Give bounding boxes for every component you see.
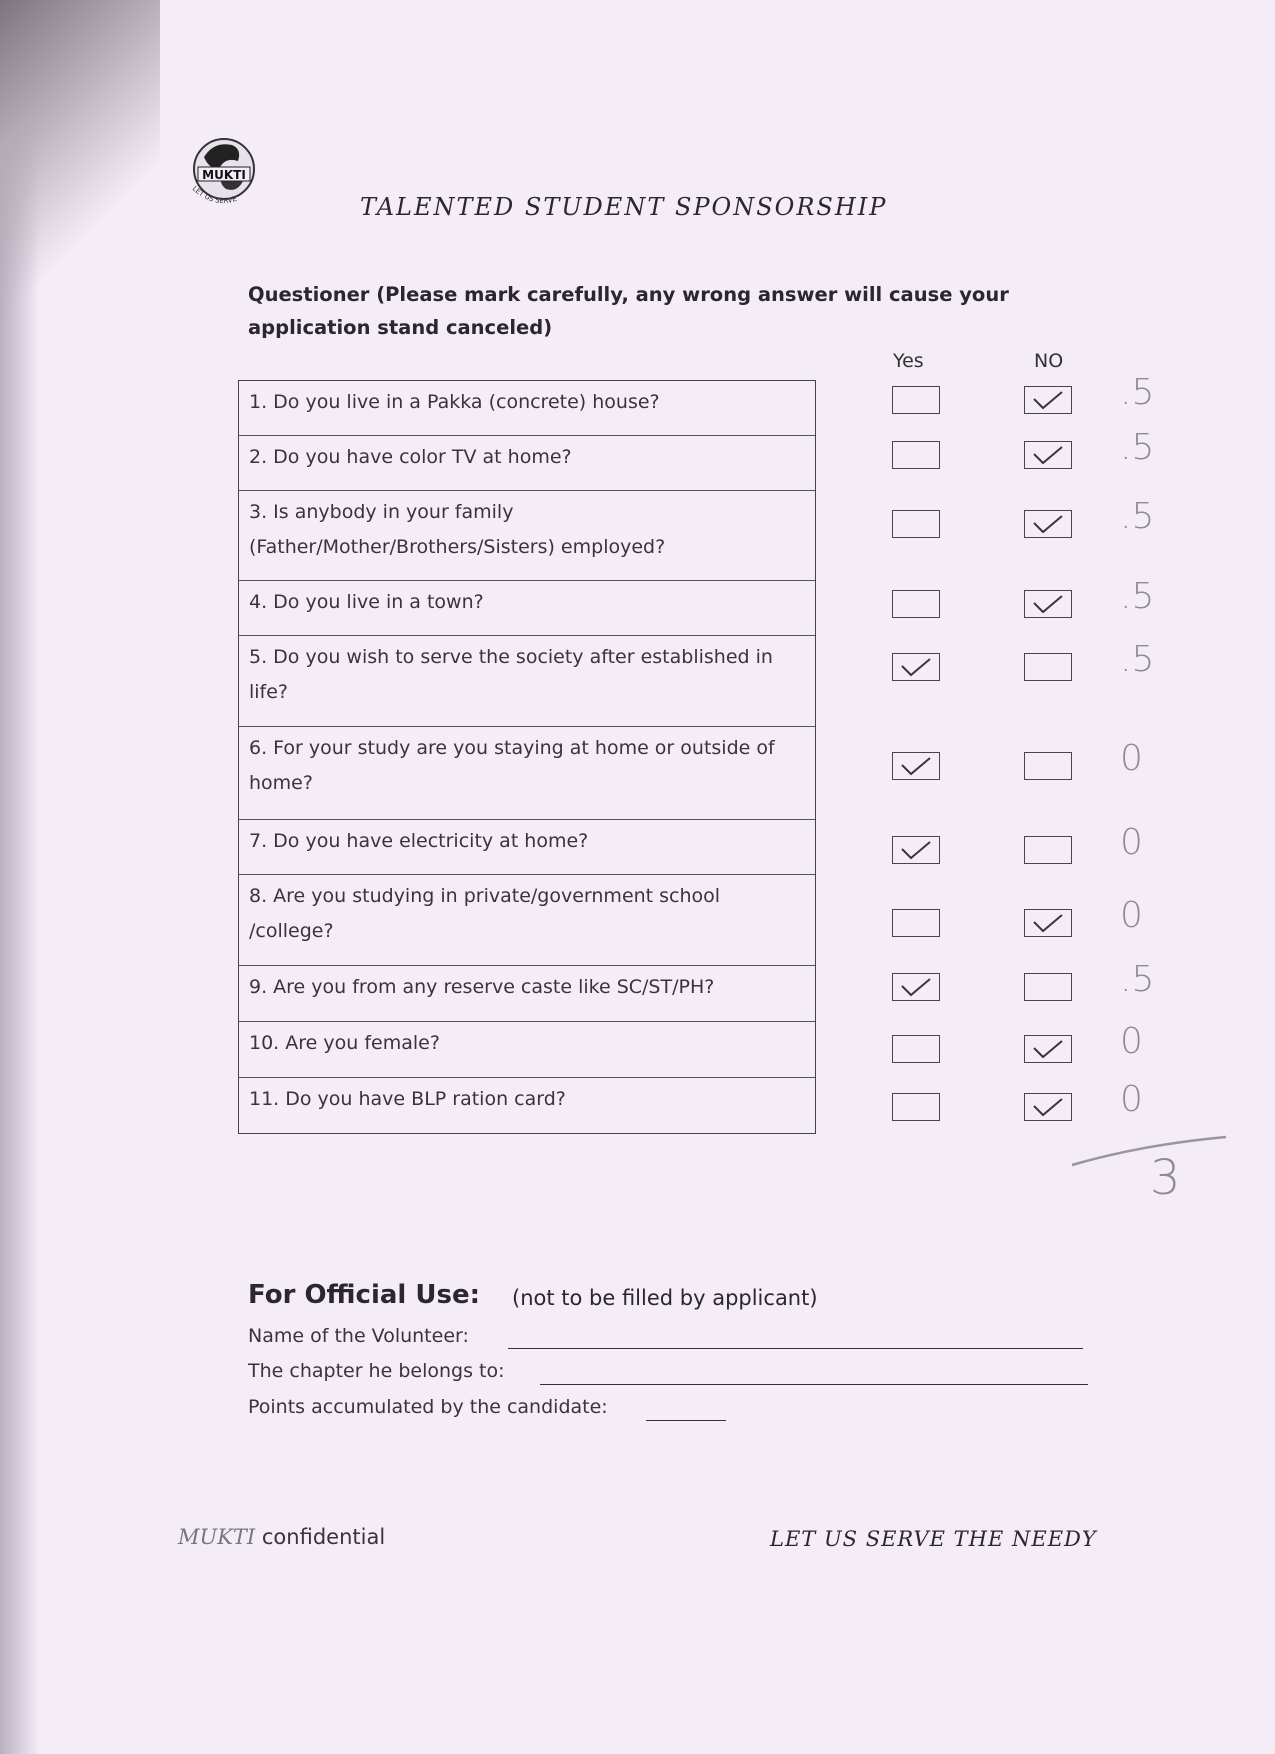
no-checkbox[interactable]: [1024, 836, 1072, 864]
yes-checkbox[interactable]: [892, 510, 940, 538]
logo-text: MUKTI: [202, 168, 246, 182]
yes-checkbox[interactable]: [892, 386, 940, 414]
volunteer-label: Name of the Volunteer:: [248, 1325, 469, 1347]
yes-checkbox[interactable]: [892, 752, 940, 780]
no-checkbox[interactable]: [1024, 590, 1072, 618]
checkmark-icon: [899, 839, 933, 861]
question-score: .5: [1120, 372, 1155, 413]
question-score: .5: [1120, 639, 1155, 680]
checkmark-icon: [1031, 912, 1065, 934]
yes-checkbox[interactable]: [892, 973, 940, 1001]
checkmark-icon: [899, 976, 933, 998]
yes-column-header: Yes: [893, 350, 924, 372]
no-checkbox[interactable]: [1024, 1093, 1072, 1121]
yes-checkbox[interactable]: [892, 1035, 940, 1063]
yes-checkbox[interactable]: [892, 590, 940, 618]
mukti-logo: [182, 127, 272, 217]
no-checkbox[interactable]: [1024, 909, 1072, 937]
checkmark-icon: [1031, 389, 1065, 411]
question-row: 1. Do you live in a Pakka (concrete) house?: [249, 391, 660, 413]
no-checkbox[interactable]: [1024, 973, 1072, 1001]
no-checkbox[interactable]: [1024, 752, 1072, 780]
question-row: 7. Do you have electricity at home?: [239, 819, 815, 874]
no-checkbox[interactable]: [1024, 510, 1072, 538]
question-score: 0: [1120, 1021, 1143, 1062]
checkmark-icon: [1031, 1096, 1065, 1118]
footer-slogan: LET US SERVE THE NEEDY: [770, 1527, 1097, 1551]
question-row: 6. For your study are you staying at home or outside of home?: [239, 726, 815, 819]
footer-brand: MUKTI: [178, 1525, 256, 1549]
no-checkbox[interactable]: [1024, 1035, 1072, 1063]
yes-checkbox[interactable]: [892, 441, 940, 469]
yes-checkbox[interactable]: [892, 909, 940, 937]
footer-confidential-text: confidential: [261, 1525, 386, 1549]
points-label: Points accumulated by the candidate:: [248, 1396, 608, 1418]
official-use-heading: For Official Use:: [248, 1280, 480, 1310]
question-score: .5: [1120, 496, 1155, 537]
footer-confidential: [178, 1525, 385, 1549]
question-row: 2. Do you have color TV at home?: [239, 435, 815, 490]
yes-checkbox[interactable]: [892, 1093, 940, 1121]
points-field[interactable]: [646, 1420, 726, 1421]
volunteer-name-field[interactable]: [508, 1348, 1083, 1349]
yes-checkbox[interactable]: [892, 836, 940, 864]
logo-motto: LET US SERVE: [190, 184, 238, 206]
checkmark-icon: [1031, 513, 1065, 535]
no-checkbox[interactable]: [1024, 441, 1072, 469]
chapter-field[interactable]: [540, 1384, 1088, 1385]
question-score: 0: [1120, 895, 1143, 936]
question-row: 11. Do you have BLP ration card?: [239, 1077, 815, 1133]
question-score: 0: [1120, 738, 1143, 779]
yes-checkbox[interactable]: [892, 653, 940, 681]
no-checkbox[interactable]: [1024, 653, 1072, 681]
form-title: TALENTED STUDENT SPONSORSHIP: [360, 193, 888, 221]
no-checkbox[interactable]: [1024, 386, 1072, 414]
total-score: 3: [1150, 1150, 1181, 1206]
paper-fold-corner: [0, 0, 160, 340]
question-row: 5. Do you wish to serve the society after established in life?: [239, 635, 815, 726]
question-row: 8. Are you studying in private/government school /college?: [239, 874, 815, 965]
question-score: 0: [1120, 822, 1143, 863]
checkmark-icon: [1031, 444, 1065, 466]
checkmark-icon: [1031, 593, 1065, 615]
instructions-text: Questioner (Please mark carefully, any wrong answer will cause your application stand canceled): [248, 283, 1009, 339]
checkmark-icon: [899, 755, 933, 777]
checkmark-icon: [1031, 1038, 1065, 1060]
chapter-label: The chapter he belongs to:: [248, 1360, 505, 1382]
question-row: 9. Are you from any reserve caste like SC/ST/PH?: [239, 965, 815, 1021]
official-use-note: (not to be filled by applicant): [512, 1286, 818, 1310]
question-row: 10. Are you female?: [239, 1021, 815, 1077]
questions-table: [238, 380, 816, 1134]
no-column-header: NO: [1034, 350, 1064, 372]
question-row: 4. Do you live in a town?: [239, 580, 815, 635]
question-score: .5: [1120, 576, 1155, 617]
checkmark-icon: [899, 656, 933, 678]
question-score: 0: [1120, 1079, 1143, 1120]
globe-icon: [182, 127, 272, 217]
question-score: .5: [1120, 427, 1155, 468]
question-row: 3. Is anybody in your family (Father/Mother/Brothers/Sisters) employed?: [239, 490, 815, 580]
question-score: .5: [1120, 959, 1155, 1000]
